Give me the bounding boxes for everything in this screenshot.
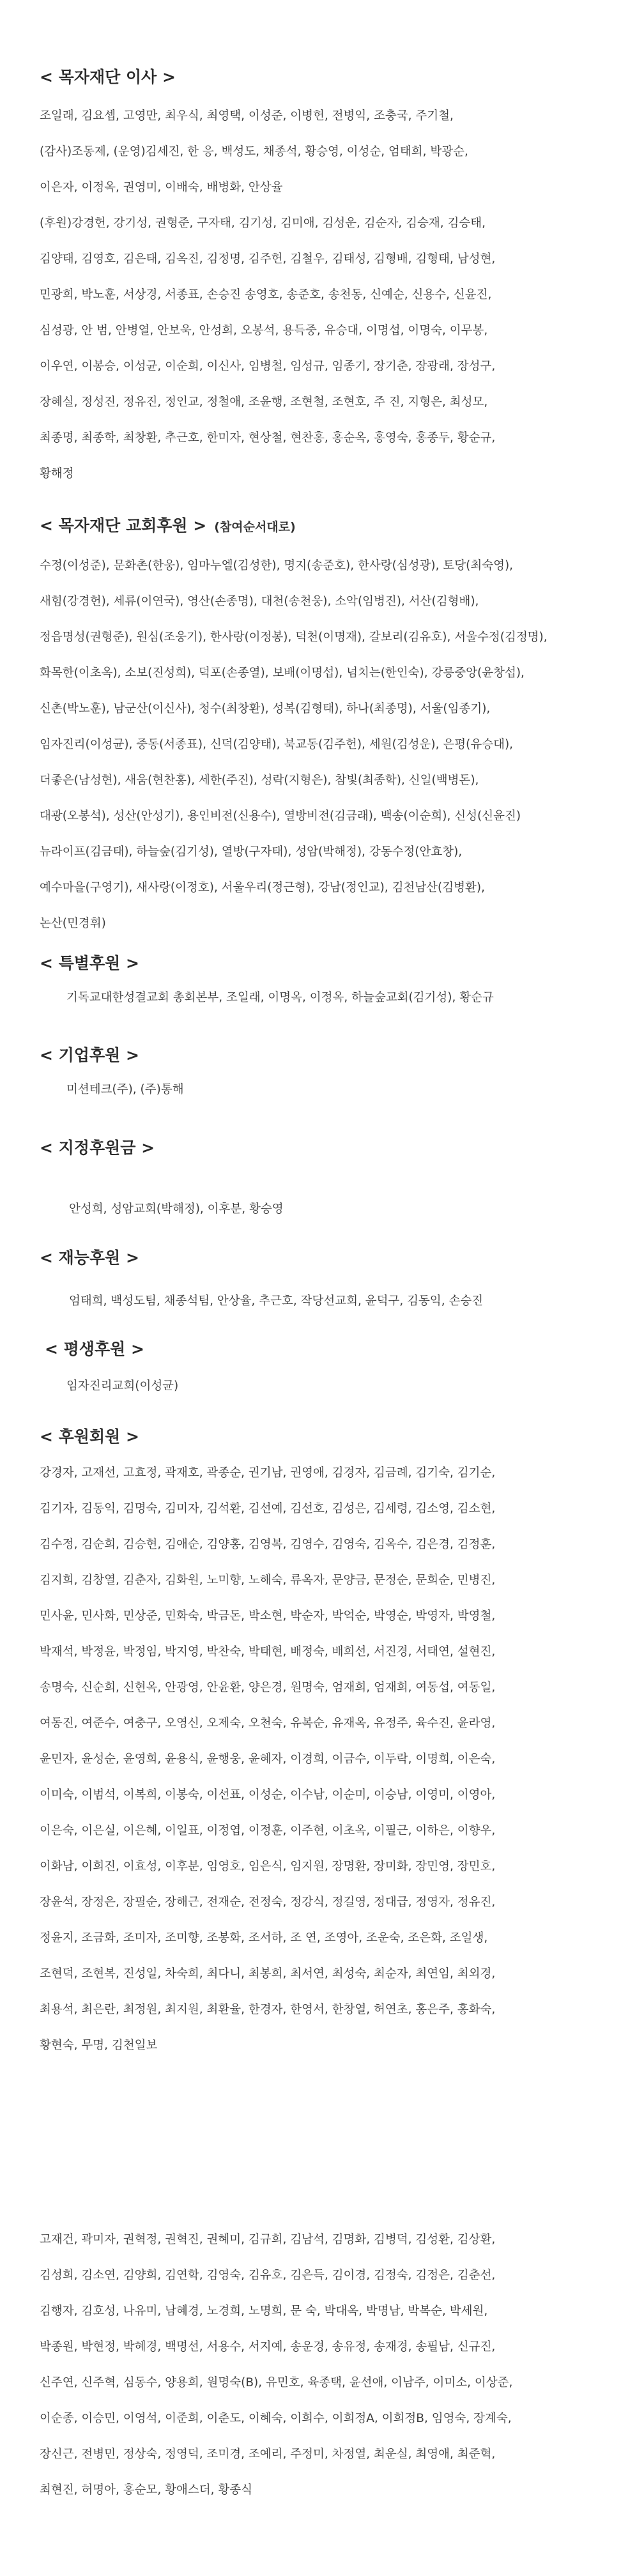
name-list-line: 박재석, 박정윤, 박정임, 박지영, 박찬숙, 박태현, 배정숙, 배희선, 서진경, 서태연, 설현진,	[40, 1645, 496, 1659]
name-list-line: 임자진리(이성균), 중동(서종표), 신덕(김양태), 북교동(김주헌), 세원(김성운), 은평(유승대),	[40, 738, 514, 751]
name-list-line: 조현덕, 조현복, 진성일, 차숙희, 최다니, 최봉희, 최서연, 최성숙, 최순자, 최연임, 최외경,	[40, 1967, 496, 1981]
members-heading: < 후원회원 >	[40, 1427, 139, 1446]
name-list-line: (감사)조동제, (운영)김세진, 한 응, 백성도, 채종석, 황승영, 이성순, 엄태희, 박광순,	[40, 145, 468, 158]
board-heading: < 목자재단 이사 >	[40, 68, 176, 86]
name-list-line: 김양태, 김영호, 김은태, 김옥진, 김정명, 김주헌, 김철우, 김태성, 김형배, 김형태, 남성현,	[40, 252, 496, 266]
name-list-line: 황현숙, 무명, 김천일보	[40, 2039, 158, 2052]
name-list-line: 뉴라이프(김금태), 하늘숲(김기성), 열방(구자태), 성암(박해정), 강동수정(안효창),	[40, 845, 463, 859]
lifetime-list: 임자진리교회(이성균)	[66, 1379, 179, 1393]
church-heading	[40, 516, 296, 537]
name-list-line: 새힘(강경헌), 세류(이연국), 영산(손종명), 대천(송천웅), 소악(임병진), 서산(김형배),	[40, 595, 479, 608]
name-list-line: 윤민자, 윤성순, 윤영희, 윤용식, 윤행웅, 윤혜자, 이경희, 이금수, 이두락, 이명희, 이은숙,	[40, 1752, 496, 1766]
name-list-line: 신촌(박노훈), 남군산(이신사), 청수(최창환), 성복(김형태), 하나(최종명), 서울(임종기),	[40, 702, 491, 716]
name-list-line: 최종명, 최종학, 최창환, 추근호, 한미자, 현상철, 현찬홍, 홍순옥, 홍영숙, 홍종두, 황순규,	[40, 431, 496, 445]
name-list-line: 신주연, 신주혁, 심동수, 양용희, 원명숙(B), 유민호, 육종택, 윤선애, 이남주, 이미소, 이상준,	[40, 2376, 513, 2389]
name-list-line: 김수정, 김순희, 김승현, 김애순, 김양홍, 김영복, 김영수, 김영숙, 김옥수, 김은경, 김정훈,	[40, 1538, 496, 1551]
name-list-line: 이화남, 이희진, 이효성, 이후분, 임영호, 임은식, 임지원, 장명환, 장미화, 장민영, 장민호,	[40, 1860, 496, 1873]
name-list-line: 화목한(이초옥), 소보(진성희), 덕포(손종열), 보배(이명섭), 넘치는(한인숙), 강릉중앙(윤창섭),	[40, 666, 525, 680]
name-list-line: 민광희, 박노훈, 서상경, 서종표, 손승진 송영호, 송준호, 송천동, 신예순, 신용수, 신윤진,	[40, 288, 492, 302]
name-list-line: 황해정	[40, 467, 74, 480]
members-list-2	[40, 2222, 512, 2508]
corporate-heading: < 기업후원 >	[40, 1046, 139, 1064]
name-list-line: 여동진, 여준수, 여충구, 오영신, 오제숙, 오천숙, 유복순, 유재옥, 유정주, 육수진, 윤라영,	[40, 1717, 496, 1730]
name-list-line: 박종원, 박현정, 박혜경, 백명선, 서용수, 서지예, 송운경, 송유정, 송재경, 송필남, 신규진,	[40, 2340, 496, 2354]
name-list-line: (후원)강경헌, 강기성, 권형준, 구자태, 김기성, 김미애, 김성운, 김순자, 김승재, 김승태,	[40, 217, 486, 230]
name-list-line: 고재건, 곽미자, 권혁정, 권혁진, 권혜미, 김규희, 김남석, 김명화, 김병덕, 김성환, 김상환,	[40, 2233, 496, 2246]
name-list-line: 더좋은(남성현), 새움(현찬홍), 세한(주진), 성락(지형은), 참빛(최종학), 신일(백병돈),	[40, 774, 479, 787]
name-list-line: 김기자, 김동익, 김명숙, 김미자, 김석환, 김선예, 김선호, 김성은, 김세령, 김소영, 김소현,	[40, 1502, 496, 1515]
name-list-line: 최용석, 최은란, 최정원, 최지원, 최환율, 한경자, 한영서, 한창열, 허연초, 홍은주, 홍화숙,	[40, 2003, 496, 2016]
members-list	[40, 1455, 495, 2064]
name-list-line: 이미숙, 이범석, 이복희, 이봉숙, 이선표, 이성순, 이수남, 이순미, 이승남, 이영미, 이영아,	[40, 1788, 496, 1802]
name-list-line: 송명숙, 신순희, 신현옥, 안광영, 안윤환, 양은경, 원명숙, 엄재희, 엄재희, 여동섭, 여동일,	[40, 1681, 496, 1694]
board-list	[40, 98, 495, 492]
special-list: 기독교대한성결교회 총회본부, 조일래, 이명옥, 이정옥, 하늘숲교회(김기성), 황순규	[66, 991, 494, 1004]
corporate-list: 미션테크(주), (주)통해	[66, 1083, 184, 1096]
name-list-line: 조일래, 김요셉, 고영만, 최우식, 최영택, 이성준, 이병헌, 전병익, 조충국, 주기철,	[40, 109, 454, 123]
name-list-line: 정읍명성(권형준), 원심(조웅기), 한사랑(이정봉), 덕천(이명재), 갈보리(김유호), 서울수정(김정명),	[40, 631, 548, 644]
name-list-line: 심성광, 안 범, 안병열, 안보욱, 안성희, 오봉석, 용득중, 유승대, 이명섭, 이명숙, 이무봉,	[40, 324, 488, 337]
name-list-line: 민사윤, 민사화, 민상준, 민화숙, 박금돈, 박소현, 박순자, 박억순, 박영순, 박영자, 박영철,	[40, 1609, 496, 1623]
name-list-line: 김지희, 김창열, 김춘자, 김화원, 노미향, 노해숙, 류옥자, 문양금, 문정순, 문희순, 민병진,	[40, 1574, 496, 1587]
name-list-line: 김행자, 김호성, 나유미, 남혜경, 노경희, 노명희, 문 숙, 박대옥, 박명남, 박복순, 박세원,	[40, 2304, 488, 2318]
name-list-line: 이우연, 이봉승, 이성균, 이순희, 이신사, 임병철, 임성규, 임종기, 장기춘, 장광래, 장성구,	[40, 360, 496, 373]
church-list	[40, 548, 548, 942]
church-heading-note: (참여순서대로)	[214, 520, 296, 534]
name-list-line: 장신근, 전병민, 정상숙, 정영덕, 조미경, 조예리, 주정미, 차정열, 최운실, 최영애, 최준혁,	[40, 2448, 496, 2461]
designated-list: 안성희, 성암교회(박해정), 이후분, 황승영	[69, 1202, 284, 1216]
church-heading-title: < 목자재단 교회후원 >	[40, 516, 207, 535]
lifetime-heading: < 평생후원 >	[45, 1340, 144, 1358]
name-list-line: 이은숙, 이은실, 이은혜, 이일표, 이정엽, 이정훈, 이주현, 이초옥, 이필근, 이하은, 이향우,	[40, 1824, 496, 1837]
talent-list: 엄태희, 백성도팀, 채종석팀, 안상율, 추근호, 작당선교회, 윤덕구, 김동익, 손승진	[69, 1294, 484, 1308]
name-list-line: 정윤지, 조금화, 조미자, 조미향, 조봉화, 조서하, 조 연, 조영아, 조운숙, 조은화, 조일생,	[40, 1931, 488, 1945]
name-list-line: 최현진, 허명아, 홍순모, 황애스더, 황종식	[40, 2483, 252, 2497]
name-list-line: 이순종, 이승민, 이영석, 이준희, 이춘도, 이혜숙, 이희수, 이희정A, 이희정B, 임영숙, 장계숙,	[40, 2412, 512, 2425]
name-list-line: 수정(이성준), 문화촌(한웅), 임마누엘(김성한), 명지(송준호), 한사랑(심성광), 토당(최숙영),	[40, 559, 514, 572]
name-list-line: 논산(민경휘)	[40, 917, 106, 930]
name-list-line: 김성희, 김소연, 김양희, 김연학, 김영숙, 김유호, 김은득, 김이경, 김정숙, 김정은, 김춘선,	[40, 2269, 496, 2282]
talent-heading: < 재능후원 >	[40, 1248, 139, 1267]
special-heading: < 특별후원 >	[40, 954, 139, 972]
name-list-line: 장혜실, 정성진, 정유진, 정인교, 정철애, 조윤행, 조현철, 조현호, 주 진, 지형은, 최성모,	[40, 395, 488, 409]
designated-heading: < 지정후원금 >	[40, 1138, 155, 1157]
name-list-line: 이은자, 이정옥, 권영미, 이배숙, 배병화, 안상율	[40, 181, 283, 194]
name-list-line: 대광(오봉석), 성산(안성기), 용인비전(신용수), 열방비전(김금래), 백송(이순희), 신성(신윤진)	[40, 809, 521, 823]
name-list-line: 장윤석, 장정은, 장필순, 장해근, 전재순, 전정숙, 정강식, 정길영, 정대급, 정영자, 정유진,	[40, 1896, 496, 1909]
name-list-line: 예수마을(구영기), 새사랑(이정호), 서울우리(정근형), 강남(정인교), 김천남산(김병환),	[40, 881, 485, 894]
name-list-line: 강경자, 고재선, 고효정, 곽재호, 곽종순, 권기남, 권영애, 김경자, 김금례, 김기숙, 김기순,	[40, 1466, 496, 1480]
